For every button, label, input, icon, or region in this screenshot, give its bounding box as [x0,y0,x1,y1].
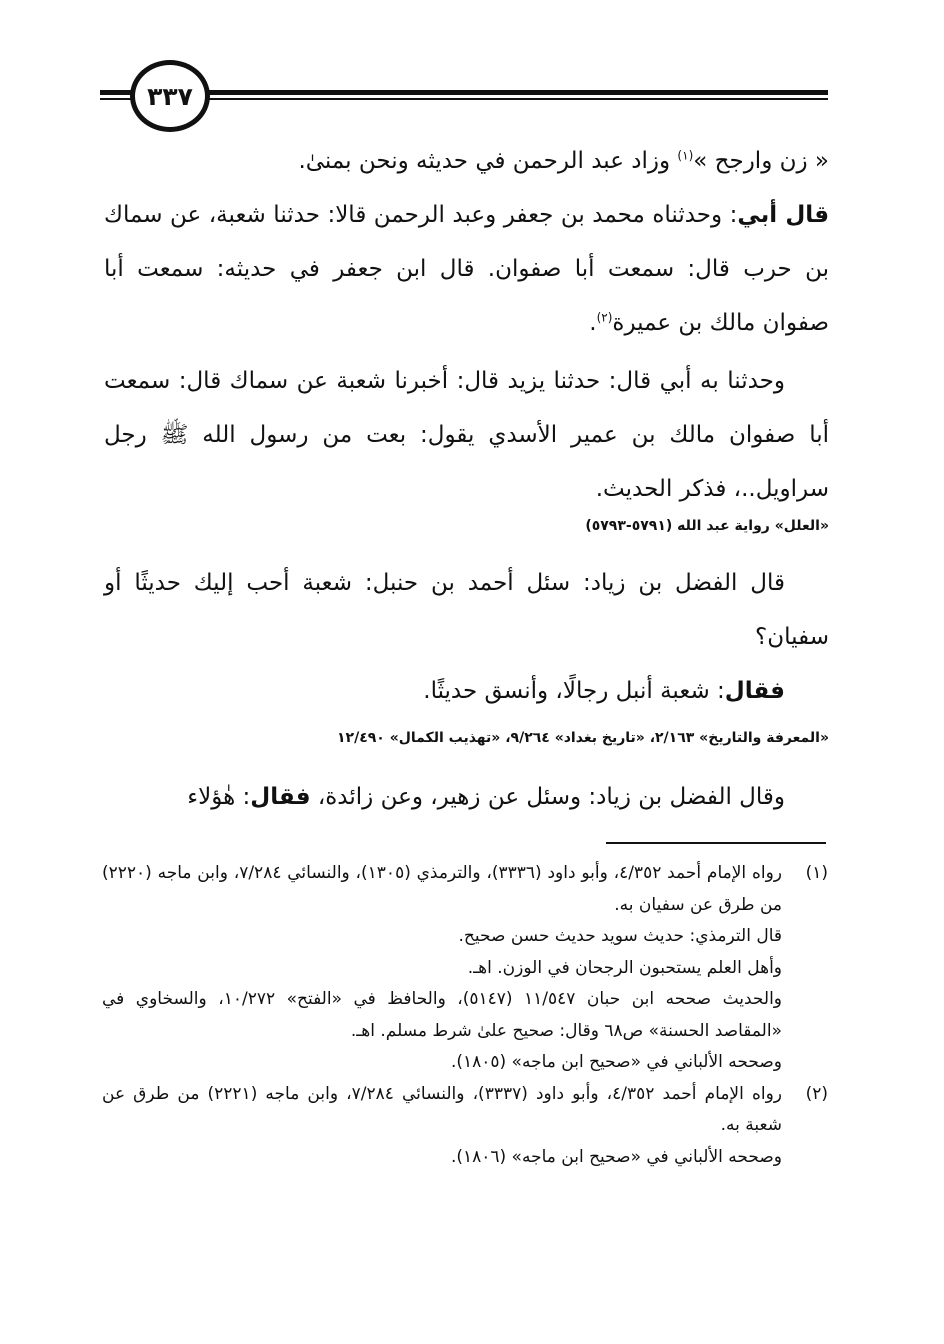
footnote-line: والحديث صححه ابن حبان ١١/٥٤٧ (٥١٤٧)، والحافظ في «الفتح» ١٠/٢٧٢، والسخاوي في «المقاصد الحسنة» ص٦٨ وقال: صحيح علىٰ شرط مسلم. اهـ. [102,989,782,1041]
footnote-line: وصححه الألباني في «صحيح ابن ماجه» (١٨٠٦). [450,1146,782,1167]
paragraph-4: قال الفضل بن زياد: سئل أحمد بن حنبل: شعبة أحب إليك حديثًا أو سفيان؟ [104,570,829,650]
paragraph-2-text: : وحدثناه محمد بن جعفر وعبد الرحمن قالا: حدثنا شعبة، عن سماك بن حرب قال: سمعت أبا صفوان. قال ابن جعفر في حديثه: سمعت أبا صفوان مالك بن عميرة [104,202,829,336]
footnote-line: رواه الإمام أحمد ٤/٣٥٢، وأبو داود (٣٣٣٦)، والترمذي (١٣٠٥)، والنسائي ٧/٢٨٤، وابن ماجه (٢٢٢٠) من طرق عن سفيان به. [102,863,782,915]
reply-label: فقال [724,678,785,704]
footnote-ref-1: (١) [677,148,694,163]
source-citation-2: «المعرفة والتاريخ» ٢/١٦٣، «تاريخ بغداد» ٩/٢٦٤، «تهذيب الكمال» ١٢/٤٩٠ [337,730,829,746]
main-text-block-2 [104,556,829,718]
paragraph-6-end: : هٰؤلاء [187,784,251,810]
page-number-badge [130,60,210,132]
footnote-number: (٢) [805,1083,828,1104]
quoted-phrase: « زن وارجح » [693,148,829,174]
footnote-line: وصححه الألباني في «صحيح ابن ماجه» (١٨٠٥). [450,1052,782,1072]
paragraph-5 [104,664,829,718]
footnote-line: رواه الإمام أحمد ٤/٣٥٢، وأبو داود (٣٣٣٧)، والنسائي ٧/٢٨٤، وابن ماجه (٢٢٢١) من طرق عن شعبة به. [102,1083,782,1135]
source-citation-1: «العلل» رواية عبد الله (٥٧٩١-٥٧٩٣) [585,518,829,534]
footnote-1 [102,858,828,1079]
paragraph-3: وحدثنا به أبي قال: حدثنا يزيد قال: أخبرنا شعبة عن سماك قال: سمعت أبا صفوان مالك بن عمير الأسدي يقول: بعت من رسول الله ﷺ رجل سراويل..، فذكر الحديث. [104,368,829,502]
footnote-line: وأهل العلم يستحبون الرجحان في الوزن. اهـ. [467,957,782,978]
paragraph-1 [104,134,829,188]
footnote-line: قال الترمذي: حديث سويد حديث حسن صحيح. [458,926,782,946]
paragraph-5-text: : شعبة أنبل رجالًا، وأنسق حديثًا. [423,678,725,704]
reply-label-2: فقال [250,784,311,810]
footnote-ref-2: (٢) [596,310,613,325]
footnotes [102,858,828,1173]
speaker-label: قال أبي [737,202,830,228]
main-text-block-3 [104,770,829,824]
footnote-2 [102,1079,828,1174]
paragraph-6-text: وقال الفضل بن زياد: وسئل عن زهير، وعن زائدة، [310,784,785,810]
footnote-number: (١) [805,863,828,883]
paragraph-2-end: . [589,310,597,336]
footnote-separator [606,842,826,844]
paragraph-1-rest: وزاد عبد الرحمن في حديثه ونحن بمنىٰ. [298,148,678,174]
page-number: ٣٣٧ [147,81,193,111]
paragraph-2 [104,188,829,350]
paragraph-6 [104,770,829,824]
main-text-block-1 [104,134,829,516]
